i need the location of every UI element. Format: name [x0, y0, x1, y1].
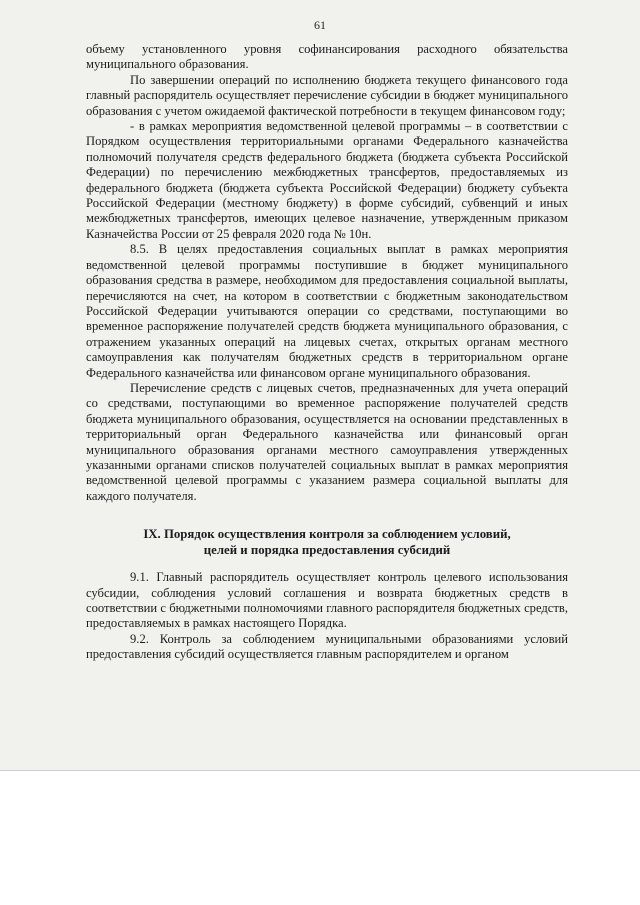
- page-number: 61: [314, 18, 326, 32]
- paragraph-continuation: объему установленного уровня софинансирования расходного обязательства муниципального образования.: [86, 42, 568, 72]
- paragraph-completion-of-operations: По завершении операций по исполнению бюджета текущего финансового года главный распорядитель осуществляет перечисление субсидии в бюджет муниципального образования с учетом ожидаемой фактической потребности в текущем финансовом году;: [86, 72, 568, 118]
- paragraph-9-1: 9.1. Главный распорядитель осуществляет контроль целевого использования субсидии, соблюдения условий соглашения и возврата бюджетных средств в соответствии с бюджетными полномочиями главного распорядителя бюджетных средств, предоставляемых в рамках настоящего Порядка.: [86, 570, 568, 631]
- section-heading: [86, 526, 568, 558]
- section-heading-line-1: IX. Порядок осуществления контроля за соблюдением условий,: [143, 527, 511, 542]
- paragraph-8-5: 8.5. В целях предоставления социальных выплат в рамках мероприятия ведомственной целевой программы поступившие в бюджет муниципального образования средства в размере, необходимом для предоставления социальной выплаты, перечисляются на счет, на котором в соответствии с бюджетным законодательством Российской Федерации учитываются операции со средствами, поступающими во временное распоряжение получателей средств бюджета муниципального образования, с отражением указанных операций на лицевых счетах, открытых органам местного самоуправления как получателям бюджетных средств в территориальном органе Федерального казначейства или финансовом органе муниципального образования.: [86, 242, 568, 380]
- section-heading-line-2: целей и порядка предоставления субсидий: [203, 543, 451, 558]
- document-body: [86, 42, 568, 663]
- paragraph-transfer-from-accounts: Перечисление средств с лицевых счетов, предназначенных для учета операций со средствами, поступающими во временное распоряжение получателей средств бюджета муниципального образования, осуществляется на основании представленных в территориальный орган Федерального казначейства или финансовый орган муниципального образования органами местного самоуправления утвержденных указанными органами списков получателей социальных выплат в рамках мероприятия ведомственной целевой программы с указанием размера социальной выплаты для каждого получателя.: [86, 380, 568, 503]
- paragraph-departmental-program: - в рамках мероприятия ведомственной целевой программы – в соответствии с Порядком осуществления территориальными органами Федерального казначейства полномочий получателя средств федерального бюджета (бюджета субъекта Российской Федерации) по перечислению межбюджетных трансфертов, предоставляемых из федерального бюджета (бюджета субъекта Российской Федерации) бюджету субъекта Российской Федерации (местному бюджету) в форме субсидий, субвенций и иных межбюджетных трансфертов, имеющих целевое назначение, утвержденным приказом Казначейства России от 25 февраля 2020 года № 10н.: [86, 119, 568, 241]
- paragraph-9-2: 9.2. Контроль за соблюдением муниципальными образованиями условий предоставления субсидий осуществляется главным распорядителем и органом: [86, 631, 568, 662]
